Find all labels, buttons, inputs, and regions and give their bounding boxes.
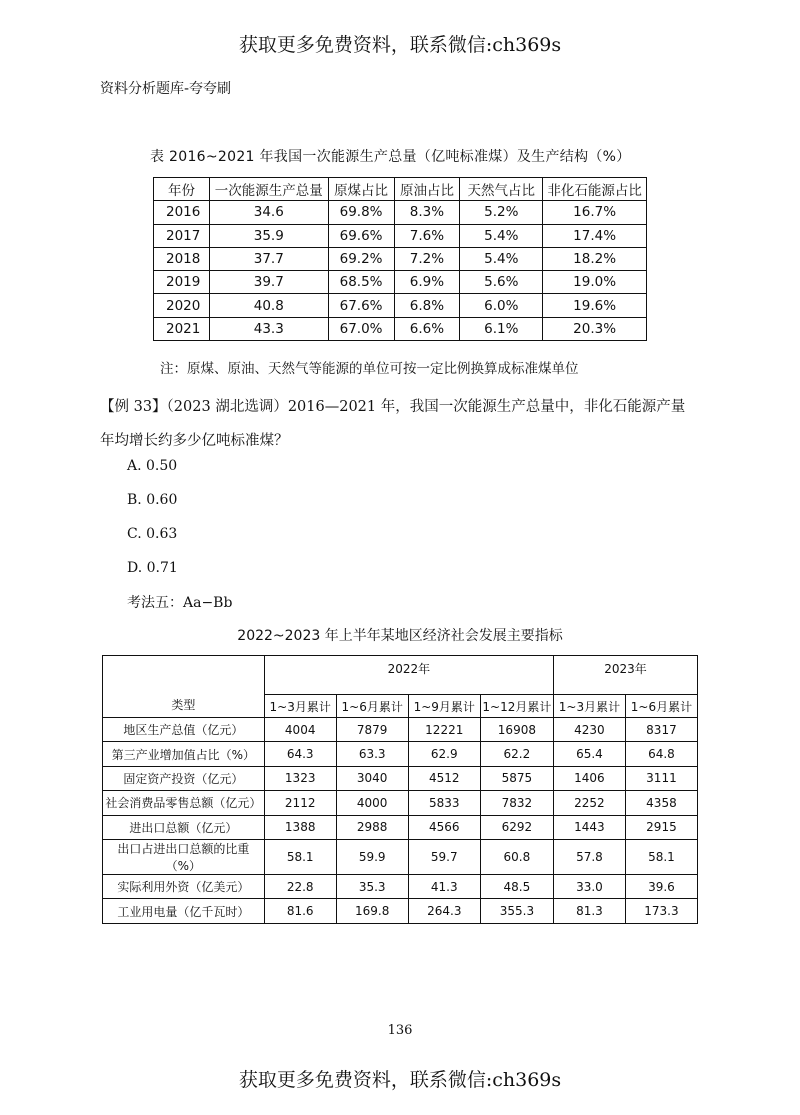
table-cell: 69.6%	[328, 224, 394, 247]
table-cell: 64.8	[625, 742, 697, 766]
table-cell: 20.3%	[543, 317, 647, 340]
table-cell: 57.8	[553, 839, 625, 874]
year-cell: 2016	[154, 201, 210, 224]
year-header-2023: 2023年	[553, 656, 697, 695]
table-cell: 5.4%	[460, 224, 543, 247]
table-cell: 3111	[625, 766, 697, 790]
table-cell: 1406	[553, 766, 625, 790]
table-cell: 7.2%	[394, 247, 460, 270]
table-cell: 16.7%	[543, 201, 647, 224]
table-cell: 59.9	[336, 839, 408, 874]
column-header: 年份	[154, 178, 210, 201]
table-cell: 34.6	[209, 201, 328, 224]
table-cell: 6.1%	[460, 317, 543, 340]
row-label: 出口占进出口总额的比重（%）	[103, 839, 265, 874]
table-cell: 69.8%	[328, 201, 394, 224]
row-label: 地区生产总值（亿元）	[103, 718, 265, 742]
table-row	[103, 815, 698, 839]
table-cell: 2252	[553, 791, 625, 815]
table-cell: 4230	[553, 718, 625, 742]
option-c: C. 0.63	[127, 526, 178, 542]
period-header: 1~6月累计	[336, 695, 408, 718]
table-cell: 2915	[625, 815, 697, 839]
question-line-1: 【例 33】（2023 湖北选调）2016—2021 年，我国一次能源生产总量中，非化石能源产量	[100, 399, 686, 415]
period-header: 1~9月累计	[408, 695, 480, 718]
table-cell: 5833	[408, 791, 480, 815]
page-number: 136	[387, 1023, 413, 1038]
table-row	[154, 224, 647, 247]
year-header-2022: 2022年	[264, 656, 553, 695]
table-cell: 37.7	[209, 247, 328, 270]
table-cell: 2988	[336, 815, 408, 839]
type-header: 类型	[103, 656, 265, 718]
table-cell: 173.3	[625, 899, 697, 923]
method-label: 考法五：Aa−Bb	[127, 595, 233, 611]
table-cell: 7.6%	[394, 224, 460, 247]
table-cell: 17.4%	[543, 224, 647, 247]
table-cell: 12221	[408, 718, 480, 742]
table-cell: 7879	[336, 718, 408, 742]
column-header: 一次能源生产总量	[209, 178, 328, 201]
table-row	[103, 839, 698, 874]
subject-line: 资料分析题库-夸夸刷	[100, 81, 232, 97]
table-header-row	[154, 178, 647, 201]
table-cell: 35.9	[209, 224, 328, 247]
table2-title: 2022~2023 年上半年某地区经济社会发展主要指标	[237, 628, 563, 644]
table-cell: 35.3	[336, 874, 408, 898]
table-cell: 4004	[264, 718, 336, 742]
table-cell: 19.0%	[543, 271, 647, 294]
table-cell: 8.3%	[394, 201, 460, 224]
option-d: D. 0.71	[127, 560, 178, 576]
table-cell: 5.6%	[460, 271, 543, 294]
row-label: 进出口总额（亿元）	[103, 815, 265, 839]
table-cell: 4000	[336, 791, 408, 815]
table-cell: 40.8	[209, 294, 328, 317]
table-cell: 264.3	[408, 899, 480, 923]
table-cell: 5875	[480, 766, 553, 790]
table-row	[103, 742, 698, 766]
table-cell: 68.5%	[328, 271, 394, 294]
table-cell: 62.2	[480, 742, 553, 766]
table-cell: 169.8	[336, 899, 408, 923]
table-row	[103, 718, 698, 742]
watermark-banner-top: 获取更多免费资料，联系微信:ch369s	[238, 34, 562, 56]
table-cell: 2112	[264, 791, 336, 815]
row-label: 第三产业增加值占比（%）	[103, 742, 265, 766]
table-cell: 19.6%	[543, 294, 647, 317]
year-cell: 2020	[154, 294, 210, 317]
table-cell: 59.7	[408, 839, 480, 874]
table-row	[154, 294, 647, 317]
period-header: 1~3月累计	[264, 695, 336, 718]
table-cell: 18.2%	[543, 247, 647, 270]
table-cell: 5.4%	[460, 247, 543, 270]
table-cell: 355.3	[480, 899, 553, 923]
table-cell: 62.9	[408, 742, 480, 766]
table-cell: 7832	[480, 791, 553, 815]
table-cell: 39.6	[625, 874, 697, 898]
table-cell: 1388	[264, 815, 336, 839]
year-cell: 2021	[154, 317, 210, 340]
row-label: 固定资产投资（亿元）	[103, 766, 265, 790]
column-header: 天然气占比	[460, 178, 543, 201]
table-cell: 63.3	[336, 742, 408, 766]
table-cell: 22.8	[264, 874, 336, 898]
watermark-banner-bottom: 获取更多免费资料，联系微信:ch369s	[238, 1069, 562, 1091]
table-cell: 6292	[480, 815, 553, 839]
period-header: 1~3月累计	[553, 695, 625, 718]
table-cell: 3040	[336, 766, 408, 790]
table-cell: 1443	[553, 815, 625, 839]
table-cell: 33.0	[553, 874, 625, 898]
table1-title: 表 2016~2021 年我国一次能源生产总量（亿吨标准煤）及生产结构（%）	[150, 149, 631, 165]
column-header: 原煤占比	[328, 178, 394, 201]
table-cell: 8317	[625, 718, 697, 742]
table-cell: 6.0%	[460, 294, 543, 317]
table-cell: 43.3	[209, 317, 328, 340]
table-cell: 58.1	[264, 839, 336, 874]
table-cell: 5.2%	[460, 201, 543, 224]
table-cell: 64.3	[264, 742, 336, 766]
table-cell: 4512	[408, 766, 480, 790]
table-cell: 1323	[264, 766, 336, 790]
table-row	[103, 766, 698, 790]
table-cell: 48.5	[480, 874, 553, 898]
table-row	[154, 271, 647, 294]
column-header: 非化石能源占比	[543, 178, 647, 201]
table-cell: 60.8	[480, 839, 553, 874]
question-stem	[100, 390, 710, 458]
period-header: 1~6月累计	[625, 695, 697, 718]
table1-note: 注：原煤、原油、天然气等能源的单位可按一定比例换算成标准煤单位	[160, 361, 579, 377]
period-header: 1~12月累计	[480, 695, 553, 718]
option-a: A. 0.50	[127, 458, 178, 474]
table-row	[154, 201, 647, 224]
question-line-2: 年均增长约多少亿吨标准煤？	[100, 433, 289, 449]
option-b: B. 0.60	[127, 492, 178, 508]
row-label: 工业用电量（亿千瓦时）	[103, 899, 265, 923]
table-row	[103, 899, 698, 923]
table-row	[154, 247, 647, 270]
year-cell: 2019	[154, 271, 210, 294]
energy-table	[153, 177, 647, 341]
table-cell: 67.6%	[328, 294, 394, 317]
table-cell: 65.4	[553, 742, 625, 766]
table-cell: 67.0%	[328, 317, 394, 340]
table-cell: 6.9%	[394, 271, 460, 294]
table-row	[103, 791, 698, 815]
indicators-table	[102, 655, 698, 924]
table-cell: 41.3	[408, 874, 480, 898]
table-cell: 81.6	[264, 899, 336, 923]
table-cell: 58.1	[625, 839, 697, 874]
table-cell: 81.3	[553, 899, 625, 923]
table-row	[103, 874, 698, 898]
table-cell: 69.2%	[328, 247, 394, 270]
row-label: 社会消费品零售总额（亿元）	[103, 791, 265, 815]
table-cell: 6.6%	[394, 317, 460, 340]
column-header: 原油占比	[394, 178, 460, 201]
row-label: 实际利用外资（亿美元）	[103, 874, 265, 898]
table-cell: 4358	[625, 791, 697, 815]
year-cell: 2018	[154, 247, 210, 270]
year-cell: 2017	[154, 224, 210, 247]
table-cell: 4566	[408, 815, 480, 839]
table-cell: 6.8%	[394, 294, 460, 317]
table-cell: 16908	[480, 718, 553, 742]
table-row	[154, 317, 647, 340]
table-cell: 39.7	[209, 271, 328, 294]
